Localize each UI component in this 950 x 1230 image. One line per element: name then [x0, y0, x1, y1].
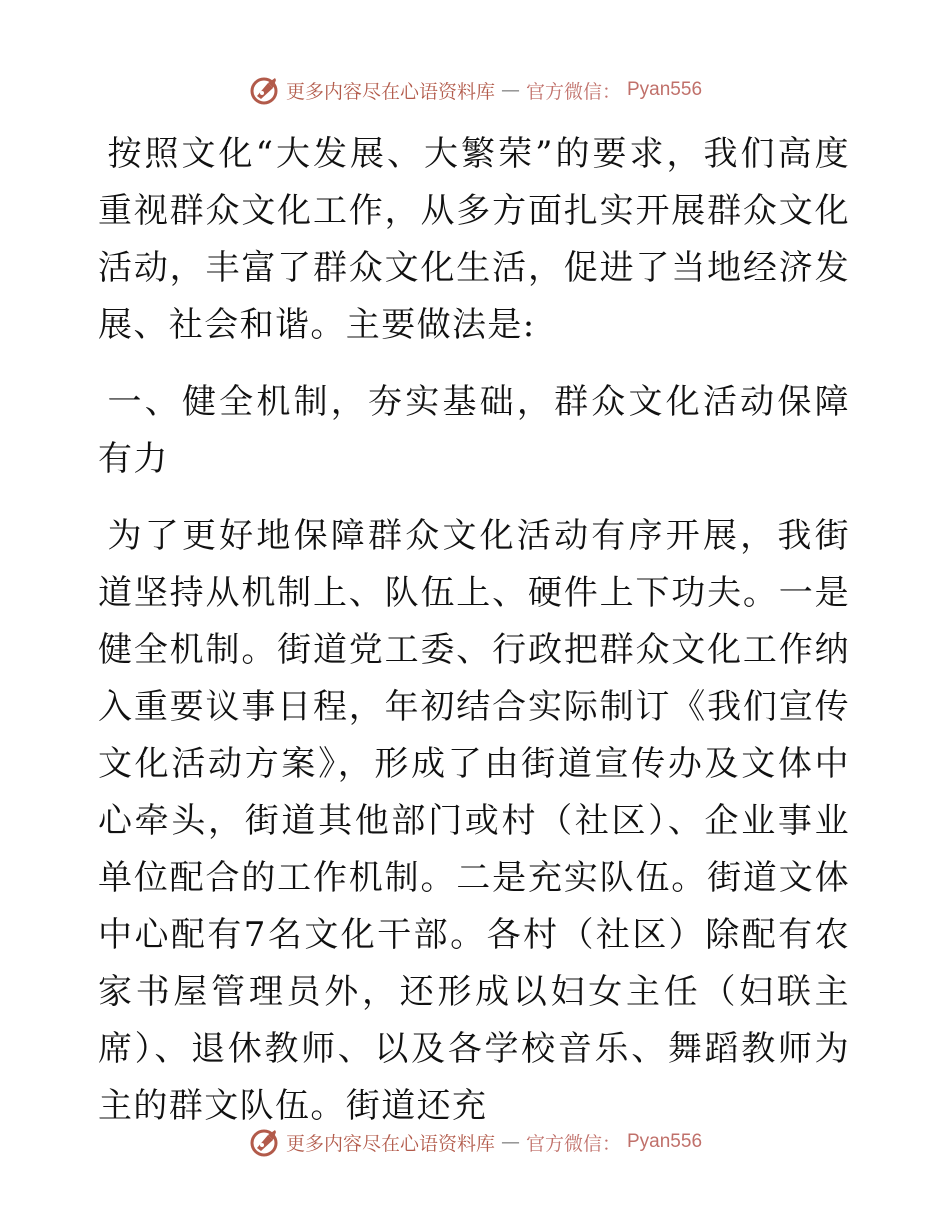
banner-text: 更多内容尽在心语资料库: [285, 80, 495, 103]
pen-nib-logo-icon: [248, 1126, 280, 1158]
banner-separator: —: [500, 79, 520, 101]
header-banner: [0, 74, 950, 106]
banner-contact-label: 官方微信：: [525, 80, 621, 103]
banner-separator: —: [500, 1131, 520, 1153]
intro-paragraph: 按照文化“大发展、大繁荣”的要求，我们高度重视群众文化工作，从多方面扎实开展群众文化活动，丰富了群众文化生活，促进了当地经济发展、社会和谐。主要做法是:: [98, 134, 850, 345]
banner-contact-label: 官方微信：: [525, 1132, 621, 1155]
footer-banner: [0, 1126, 950, 1158]
section-heading: 一、健全机制，夯实基础，群众文化活动保障有力: [98, 382, 850, 479]
body-paragraph: 为了更好地保障群众文化活动有序开展，我街道坚持从机制上、队伍上、硬件上下功夫。一是健全机制。街道党工委、行政把群众文化工作纳入重要议事日程，年初结合实际制订《我们宣传文化活动方案》，形成了由街道宣传办及文体中心牵头，街道其他部门或村（社区）、企业事业单位配合的工作机制。二是充实队伍。街道文体中心配有7名文化干部。各村（社区）除配有农家书屋管理员外，还形成以妇女主任（妇联主席）、退休教师、以及各学校音乐、舞蹈教师为主的群文队伍。街道还充: [98, 516, 850, 1126]
banner-handle: Pyan556: [627, 79, 703, 100]
banner-text: 更多内容尽在心语资料库: [285, 1132, 495, 1155]
pen-nib-logo-icon: [248, 74, 280, 106]
banner-handle: Pyan556: [627, 1131, 703, 1152]
document-body: [98, 126, 850, 1155]
